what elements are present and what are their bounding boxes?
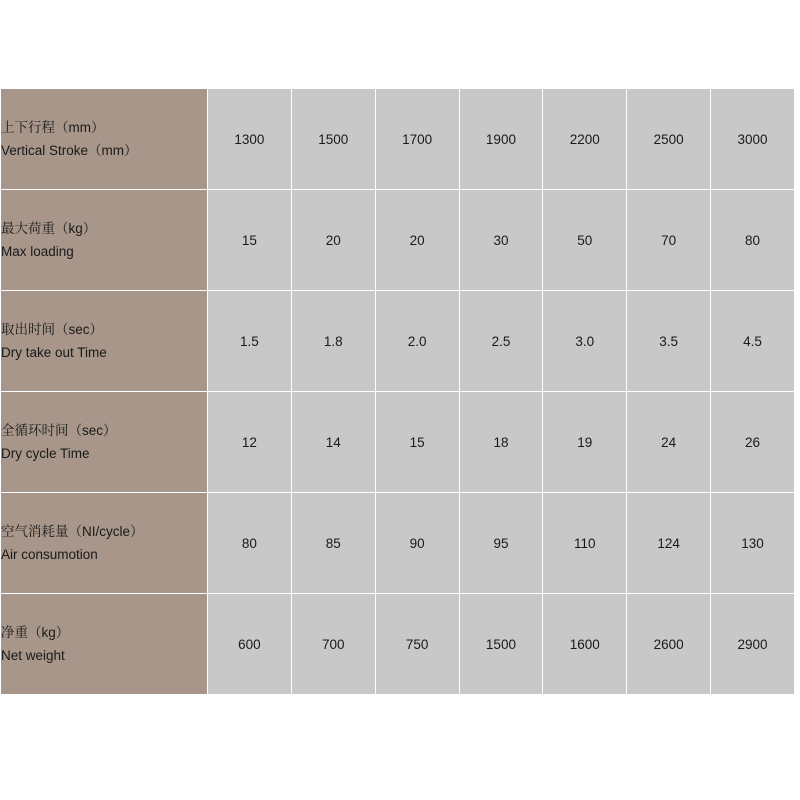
table-cell: 1500	[291, 89, 375, 190]
table-cell: 750	[375, 594, 459, 695]
table-cell: 4.5	[711, 291, 795, 392]
row-label-cn: 上下行程（mm）	[1, 119, 105, 135]
row-label-cn: 全循环时间（sec）	[1, 422, 117, 438]
row-label-cn: 取出时间（sec）	[1, 321, 104, 337]
table-cell: 80	[208, 493, 292, 594]
table-cell: 1600	[543, 594, 627, 695]
table-cell: 2500	[627, 89, 711, 190]
table-cell: 15	[208, 190, 292, 291]
table-cell: 1.5	[208, 291, 292, 392]
table-cell: 80	[711, 190, 795, 291]
row-header-dry-take-out-time	[1, 291, 208, 392]
table-cell: 2.5	[459, 291, 543, 392]
row-label-cn: 净重（kg）	[1, 624, 70, 640]
table-row	[1, 594, 795, 695]
table-row	[1, 89, 795, 190]
table-cell: 3000	[711, 89, 795, 190]
table-cell: 12	[208, 392, 292, 493]
row-label-en: Net weight	[1, 648, 65, 663]
table-cell: 2900	[711, 594, 795, 695]
table-cell: 2200	[543, 89, 627, 190]
table-cell: 50	[543, 190, 627, 291]
table-row	[1, 392, 795, 493]
table-row	[1, 291, 795, 392]
table-cell: 90	[375, 493, 459, 594]
table-cell: 15	[375, 392, 459, 493]
row-header-max-loading	[1, 190, 208, 291]
table-cell: 70	[627, 190, 711, 291]
row-header-net-weight	[1, 594, 208, 695]
table-cell: 2600	[627, 594, 711, 695]
table-body	[1, 89, 795, 695]
table-row	[1, 493, 795, 594]
row-label-cn: 最大荷重（kg）	[1, 220, 97, 236]
table-cell: 14	[291, 392, 375, 493]
row-label-en: Vertical Stroke（mm）	[1, 143, 138, 158]
table-cell: 30	[459, 190, 543, 291]
table-cell: 1300	[208, 89, 292, 190]
table-cell: 2.0	[375, 291, 459, 392]
table-cell: 700	[291, 594, 375, 695]
row-label-en: Dry take out Time	[1, 345, 107, 360]
table-cell: 26	[711, 392, 795, 493]
table-cell: 130	[711, 493, 795, 594]
table-cell: 110	[543, 493, 627, 594]
table-cell: 1500	[459, 594, 543, 695]
row-header-vertical-stroke	[1, 89, 208, 190]
row-label-en: Air consumotion	[1, 547, 98, 562]
row-label-en: Dry cycle Time	[1, 446, 90, 461]
table-cell: 124	[627, 493, 711, 594]
table-cell: 95	[459, 493, 543, 594]
table-row	[1, 190, 795, 291]
table-cell: 85	[291, 493, 375, 594]
row-label-cn: 空气消耗量（NI/cycle）	[1, 523, 144, 539]
row-header-air-consumption	[1, 493, 208, 594]
row-label-en: Max loading	[1, 244, 74, 259]
table-cell: 3.0	[543, 291, 627, 392]
table-cell: 24	[627, 392, 711, 493]
table-cell: 19	[543, 392, 627, 493]
row-header-dry-cycle-time	[1, 392, 208, 493]
table-cell: 20	[291, 190, 375, 291]
table-cell: 1700	[375, 89, 459, 190]
table-cell: 1900	[459, 89, 543, 190]
table-cell: 18	[459, 392, 543, 493]
table-cell: 1.8	[291, 291, 375, 392]
table-cell: 3.5	[627, 291, 711, 392]
table-cell: 20	[375, 190, 459, 291]
specifications-table	[0, 88, 795, 695]
table-cell: 600	[208, 594, 292, 695]
